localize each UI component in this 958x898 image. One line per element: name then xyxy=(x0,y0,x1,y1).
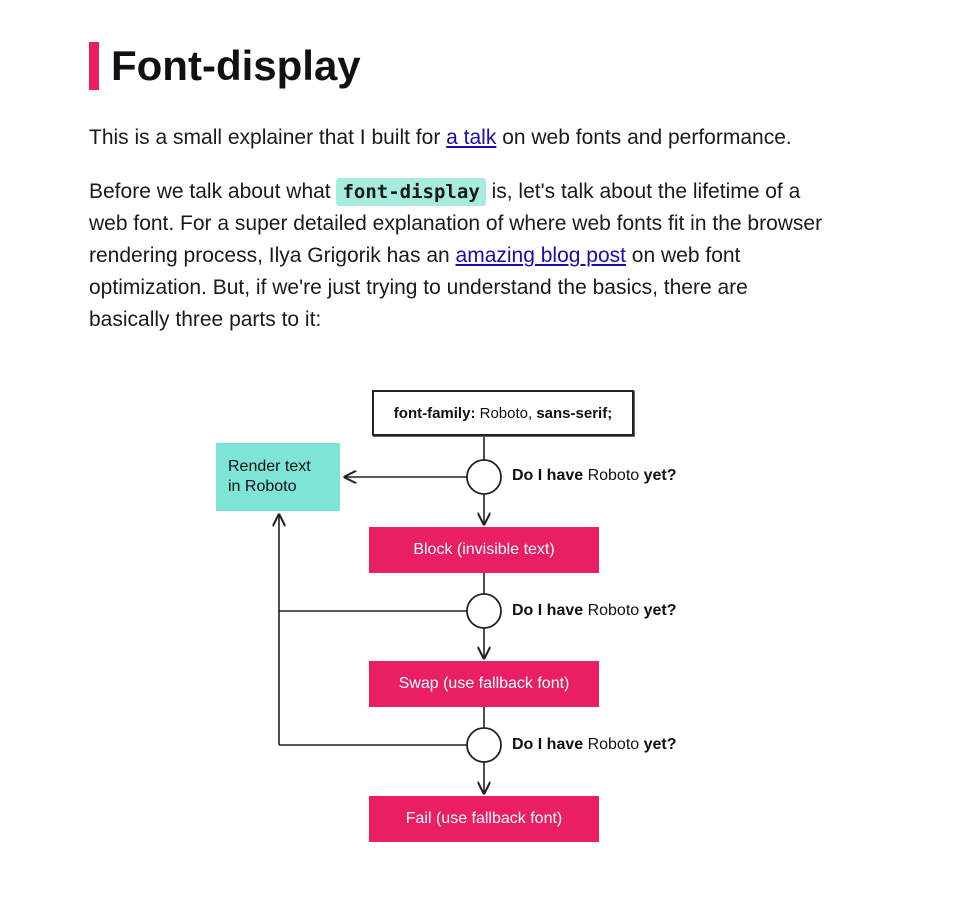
code-prop: font-family: xyxy=(393,404,476,422)
render-line2-prefix: in xyxy=(228,478,245,495)
code-font: Roboto, xyxy=(475,404,537,422)
render-text-box xyxy=(216,443,340,511)
fail-period-box: Fail (use fallback font) xyxy=(369,796,599,842)
intro-text-after: on web fonts and performance. xyxy=(496,126,792,149)
decision-circle-2 xyxy=(467,594,501,628)
decision-circle-1 xyxy=(467,460,501,494)
render-line2-font: Roboto xyxy=(244,478,297,495)
render-line2 xyxy=(228,477,328,497)
question-1-prefix: Do I have xyxy=(512,467,588,484)
page-title: Font-display xyxy=(111,42,361,89)
font-family-code-box xyxy=(372,390,634,436)
intro-text-before: This is a small explainer that I built for xyxy=(89,126,447,149)
swap-period-box: Swap (use fallback font) xyxy=(369,661,599,707)
block-period-box: Block (invisible text) xyxy=(369,527,599,573)
question-3 xyxy=(512,736,677,754)
font-display-code: font-display xyxy=(336,178,485,206)
talk-link[interactable]: a talk xyxy=(446,126,497,149)
question-1 xyxy=(512,467,677,485)
question-2-prefix: Do I have xyxy=(512,602,588,619)
lifetime-text-before: Before we talk about what xyxy=(89,180,337,203)
decision-circle-3 xyxy=(467,728,501,762)
question-1-suffix: yet? xyxy=(639,467,677,484)
question-2-suffix: yet? xyxy=(639,602,677,619)
lifetime-text-middle: is, let's talk about the lifetime of a web font. For a super detailed explanation of where web fonts fit in the browser rendering process, Ilya Grigorik has an xyxy=(89,180,823,267)
question-3-suffix: yet? xyxy=(639,736,677,753)
question-2-font: Roboto xyxy=(587,602,640,619)
question-3-prefix: Do I have xyxy=(512,736,588,753)
question-1-font: Roboto xyxy=(587,467,640,484)
lifetime-text-after: on web font optimization. But, if we're just trying to understand the basics, there are basically three parts to it: xyxy=(89,244,748,331)
blog-post-link[interactable]: amazing blog post xyxy=(455,244,626,267)
code-fallback: sans-serif; xyxy=(536,404,613,422)
render-line1: Render text xyxy=(228,458,311,475)
question-3-font: Roboto xyxy=(587,736,640,753)
question-2 xyxy=(512,602,677,620)
